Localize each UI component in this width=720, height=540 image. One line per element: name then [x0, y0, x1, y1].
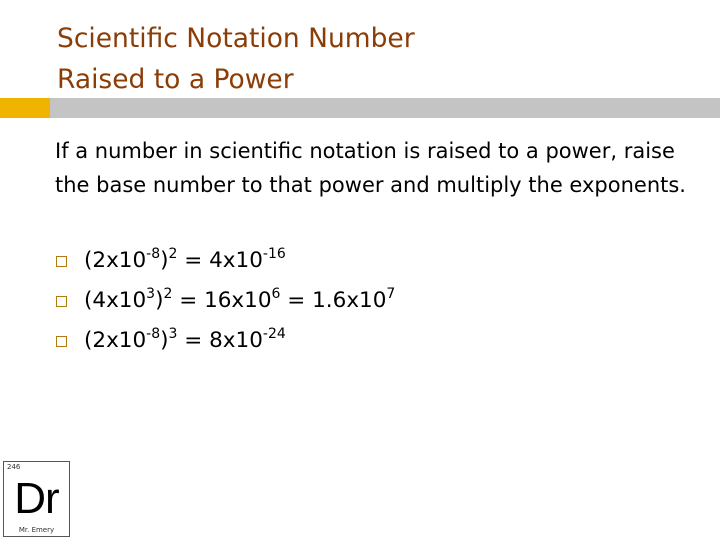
intro-paragraph: If a number in scientific notation is raised to a power, raise the base number to that power and multiply the exponents. [55, 139, 686, 197]
title-line-1: Scientific Notation Number [57, 23, 415, 54]
square-bullet-icon [56, 296, 67, 307]
example-expression: $(2x10^{-8})^2 = 4x10^{-16}$ [84, 246, 286, 273]
element-tile-logo [3, 461, 70, 537]
title-rule-accent [0, 98, 50, 118]
example-expression: $(4x10^3)^2 = 16x10^6 = 1.6x10^7$ [84, 286, 396, 313]
title-rule-bar [50, 98, 720, 118]
example-expression: $(2x10^{-8})^3 = 8x10^{-24}$ [84, 326, 286, 353]
square-bullet-icon [56, 336, 67, 347]
tile-name: Mr. Emery [18, 526, 55, 534]
tile-number: 246 [7, 463, 21, 471]
example-item-3 [55, 321, 395, 361]
slide-title [57, 18, 697, 100]
square-bullet-icon [56, 256, 67, 267]
example-item-1 [55, 241, 395, 281]
example-list [55, 241, 395, 361]
title-line-2: Raised to a Power [57, 64, 294, 95]
tile-symbol: Dr [14, 474, 59, 523]
example-item-2 [55, 281, 395, 321]
